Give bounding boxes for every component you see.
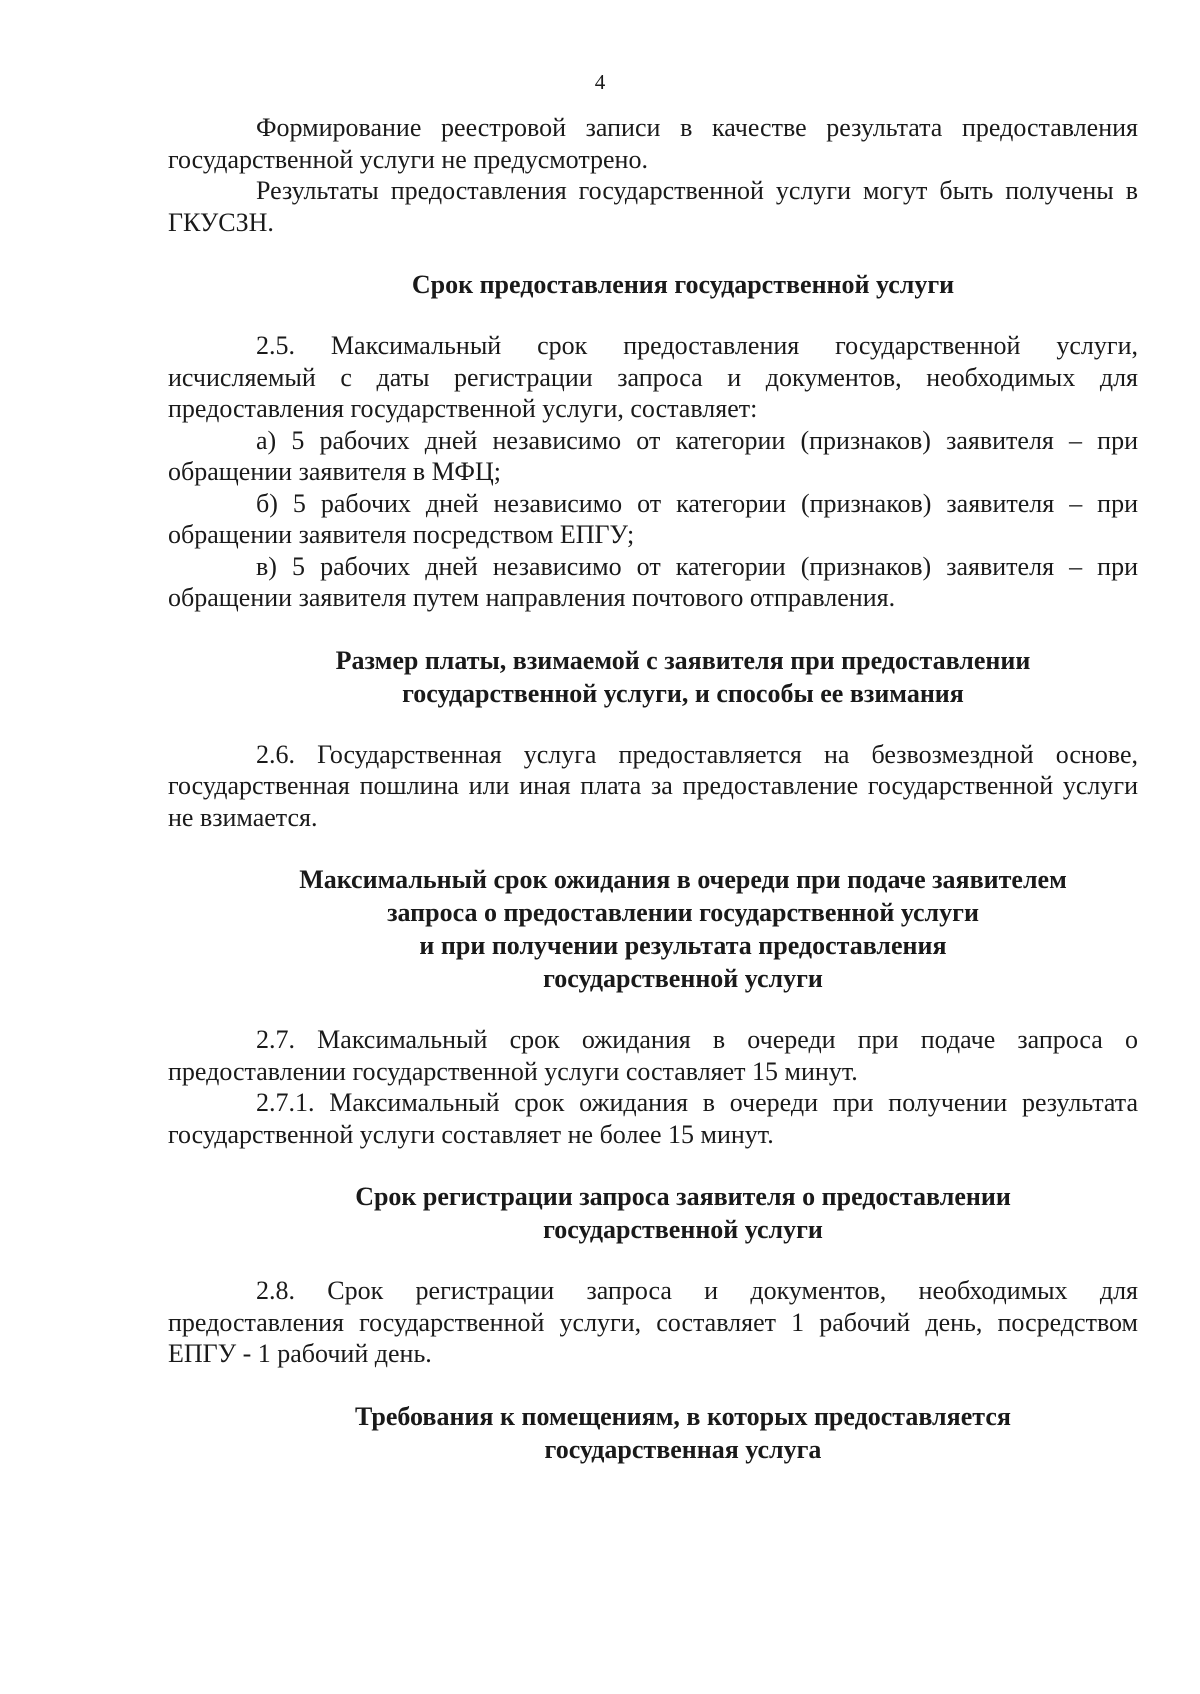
paragraph-2-8: 2.8. Срок регистрации запроса и документов, необходимых для предоставления государственной услуги, составляет 1 рабочий день, посредством ЕПГУ - 1 рабочий день. xyxy=(168,1276,1138,1368)
heading-line: Срок предоставления государственной услуги xyxy=(411,270,955,299)
heading-line: Размер платы, взимаемой с заявителя при предоставлении xyxy=(335,645,1031,675)
heading-service-term xyxy=(168,268,1138,301)
paragraph-2-5: 2.5. Максимальный срок предоставления государственной услуги, исчисляемый с даты регистрации запроса и документов, необходимых для предоставления государственной услуги, составляет: xyxy=(168,331,1138,423)
heading-line: Максимальный срок ожидания в очереди при подаче заявителем xyxy=(299,865,1067,894)
heading-line: Требования к помещениям, в которых предоставляется xyxy=(355,1401,1011,1431)
heading-line: запроса о предоставлении государственной услуги xyxy=(387,898,979,927)
heading-registration-term xyxy=(168,1180,1138,1246)
heading-premises-requirements xyxy=(168,1400,1138,1466)
paragraph-registry-record: Формирование реестровой записи в качестве результата предоставления государственной услуги не предусмотрено. xyxy=(168,113,1138,174)
page-number: 4 xyxy=(594,70,606,94)
list-item-a: а) 5 рабочих дней независимо от категории (признаков) заявителя – при обращении заявителя в МФЦ; xyxy=(168,425,1138,486)
paragraph-results-location: Результаты предоставления государственной услуги могут быть получены в ГКУСЗН. xyxy=(168,176,1138,237)
heading-line: государственной услуги, и способы ее взимания xyxy=(402,678,964,708)
heading-queue-time xyxy=(168,863,1138,995)
heading-line: Срок регистрации запроса заявителя о предоставлении xyxy=(355,1182,1011,1211)
list-item-b: б) 5 рабочих дней независимо от категории (признаков) заявителя – при обращении заявителя посредством ЕПГУ; xyxy=(168,488,1138,549)
paragraph-2-7: 2.7. Максимальный срок ожидания в очереди при подаче запроса о предоставлении государственной услуги составляет 15 минут. xyxy=(168,1025,1138,1086)
heading-line: государственной услуги xyxy=(543,964,823,993)
list-item-c: в) 5 рабочих дней независимо от категории (признаков) заявителя – при обращении заявителя путем направления почтового отправления. xyxy=(168,551,1138,612)
heading-line: государственная услуга xyxy=(544,1434,822,1464)
paragraph-2-7-1: 2.7.1. Максимальный срок ожидания в очереди при получении результата государственной услуги составляет не более 15 минут. xyxy=(168,1088,1138,1149)
heading-line: государственной услуги xyxy=(543,1215,823,1244)
heading-fee xyxy=(168,644,1138,710)
paragraph-2-6: 2.6. Государственная услуга предоставляется на безвозмездной основе, государственная пошлина или иная плата за предоставление государственной услуги не взимается. xyxy=(168,739,1138,832)
document-body xyxy=(168,112,1138,1466)
heading-line: и при получении результата предоставления xyxy=(419,931,947,960)
